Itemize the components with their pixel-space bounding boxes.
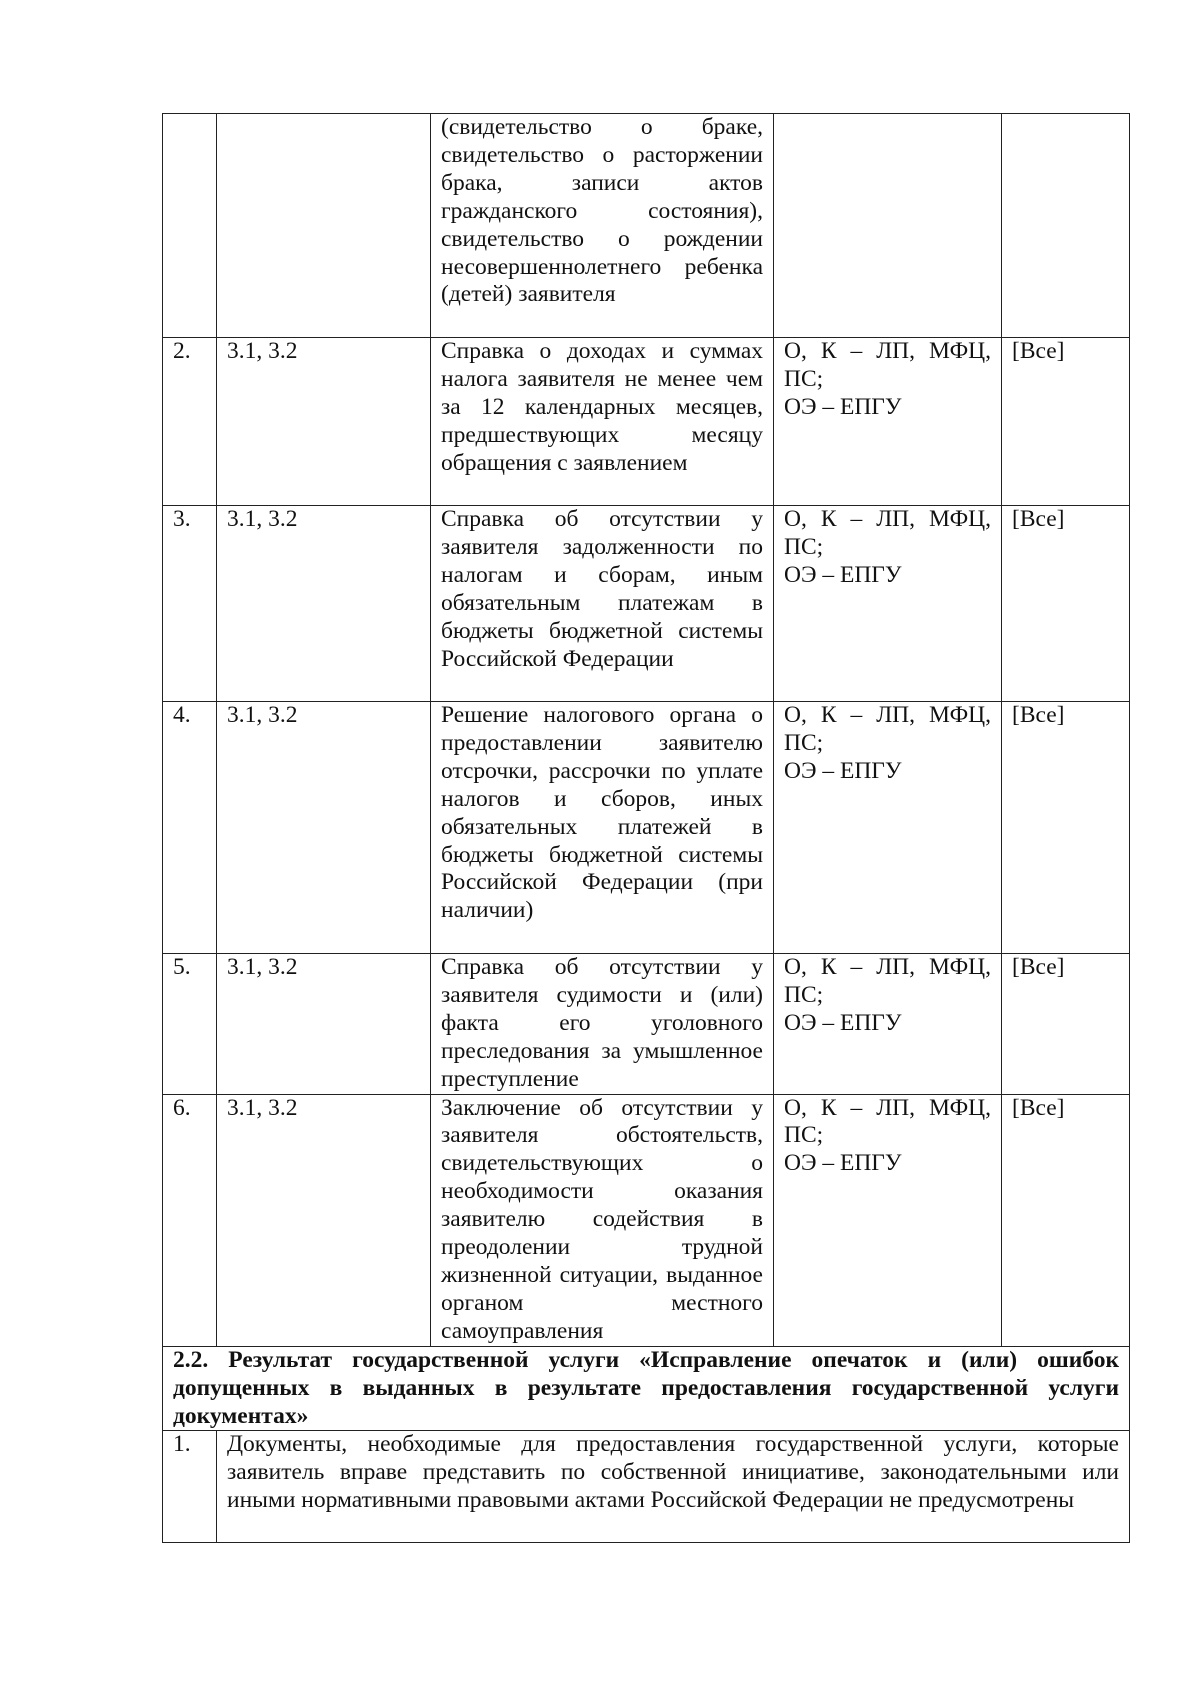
row-reference: 3.1, 3.2	[217, 954, 431, 1095]
row-applicants: [Все]	[1002, 954, 1130, 1095]
row-method	[774, 114, 1002, 338]
table-row	[163, 1431, 1130, 1543]
row-document: Справка об отсутствии у заявителя задолженности по налогам и сборам, иным обязательным платежам в бюджеты бюджетной системы Российской Федерации	[431, 506, 774, 702]
row-number: 4.	[163, 702, 217, 954]
row-method	[774, 702, 1002, 954]
row-method	[774, 954, 1002, 1095]
table-row	[163, 702, 1130, 954]
row-reference: 3.1, 3.2	[217, 338, 431, 506]
row-reference: 3.1, 3.2	[217, 1094, 431, 1346]
table-row	[163, 114, 1130, 338]
row-number: 3.	[163, 506, 217, 702]
row-method-line: О, К – ЛП, МФЦ, ПС;	[784, 506, 991, 560]
row-number: 2.	[163, 338, 217, 506]
row-document: (свидетельство о браке, свидетельство о расторжении брака, записи актов гражданского состояния), свидетельство о рождении несовершеннолетнего ребенка (детей) заявителя	[431, 114, 774, 338]
row-applicants: [Все]	[1002, 506, 1130, 702]
row-method	[774, 506, 1002, 702]
row-number	[163, 114, 217, 338]
row-document: Справка о доходах и суммах налога заявителя не менее чем за 12 календарных месяцев, предшествующих месяцу обращения с заявлением	[431, 338, 774, 506]
row-method-line: ОЭ – ЕПГУ	[784, 757, 902, 784]
documents-table	[162, 113, 1130, 1543]
row-document: Документы, необходимые для предоставления государственной услуги, которые заявитель вправе представить по собственной инициативе, законодательными или иными нормативными правовыми актами Российской Федерации не предусмотрены	[217, 1431, 1130, 1543]
row-method-line: О, К – ЛП, МФЦ, ПС;	[784, 1094, 991, 1149]
section-title: 2.2. Результат государственной услуги «Исправление опечаток и (или) ошибок допущенных в выданных в результате предоставления государственной услуги документах»	[163, 1346, 1130, 1431]
row-reference: 3.1, 3.2	[217, 702, 431, 954]
row-method-line: ОЭ – ЕПГУ	[784, 393, 902, 420]
row-applicants: [Все]	[1002, 702, 1130, 954]
row-method	[774, 1094, 1002, 1346]
row-reference	[217, 114, 431, 338]
row-method	[774, 338, 1002, 506]
row-document: Справка об отсутствии у заявителя судимости и (или) факта его уголовного преследования за умышленное преступление	[431, 954, 774, 1095]
table-row	[163, 506, 1130, 702]
row-number: 1.	[163, 1431, 217, 1543]
row-method-line: О, К – ЛП, МФЦ, ПС;	[784, 954, 991, 1008]
row-number: 6.	[163, 1094, 217, 1346]
table-row	[163, 954, 1130, 1095]
row-document: Заключение об отсутствии у заявителя обстоятельств, свидетельствующих о необходимости оказания заявителю содействия в преодолении трудной жизненной ситуации, выданное органом местного самоуправления	[431, 1094, 774, 1346]
table-row	[163, 338, 1130, 506]
table-row	[163, 1094, 1130, 1346]
row-method-line: О, К – ЛП, МФЦ, ПС;	[784, 338, 991, 392]
row-reference: 3.1, 3.2	[217, 506, 431, 702]
row-document: Решение налогового органа о предоставлении заявителю отсрочки, рассрочки по уплате налогов и сборов, иных обязательных платежей в бюджеты бюджетной системы Российской Федерации (при наличии)	[431, 702, 774, 954]
section-title-row	[163, 1346, 1130, 1431]
row-number: 5.	[163, 954, 217, 1095]
row-method-line: ОЭ – ЕПГУ	[784, 1009, 902, 1036]
row-method-line: ОЭ – ЕПГУ	[784, 561, 902, 588]
row-method-line: ОЭ – ЕПГУ	[784, 1150, 902, 1177]
row-applicants: [Все]	[1002, 338, 1130, 506]
row-method-line: О, К – ЛП, МФЦ, ПС;	[784, 702, 991, 756]
row-applicants: [Все]	[1002, 1094, 1130, 1346]
row-applicants	[1002, 114, 1130, 338]
